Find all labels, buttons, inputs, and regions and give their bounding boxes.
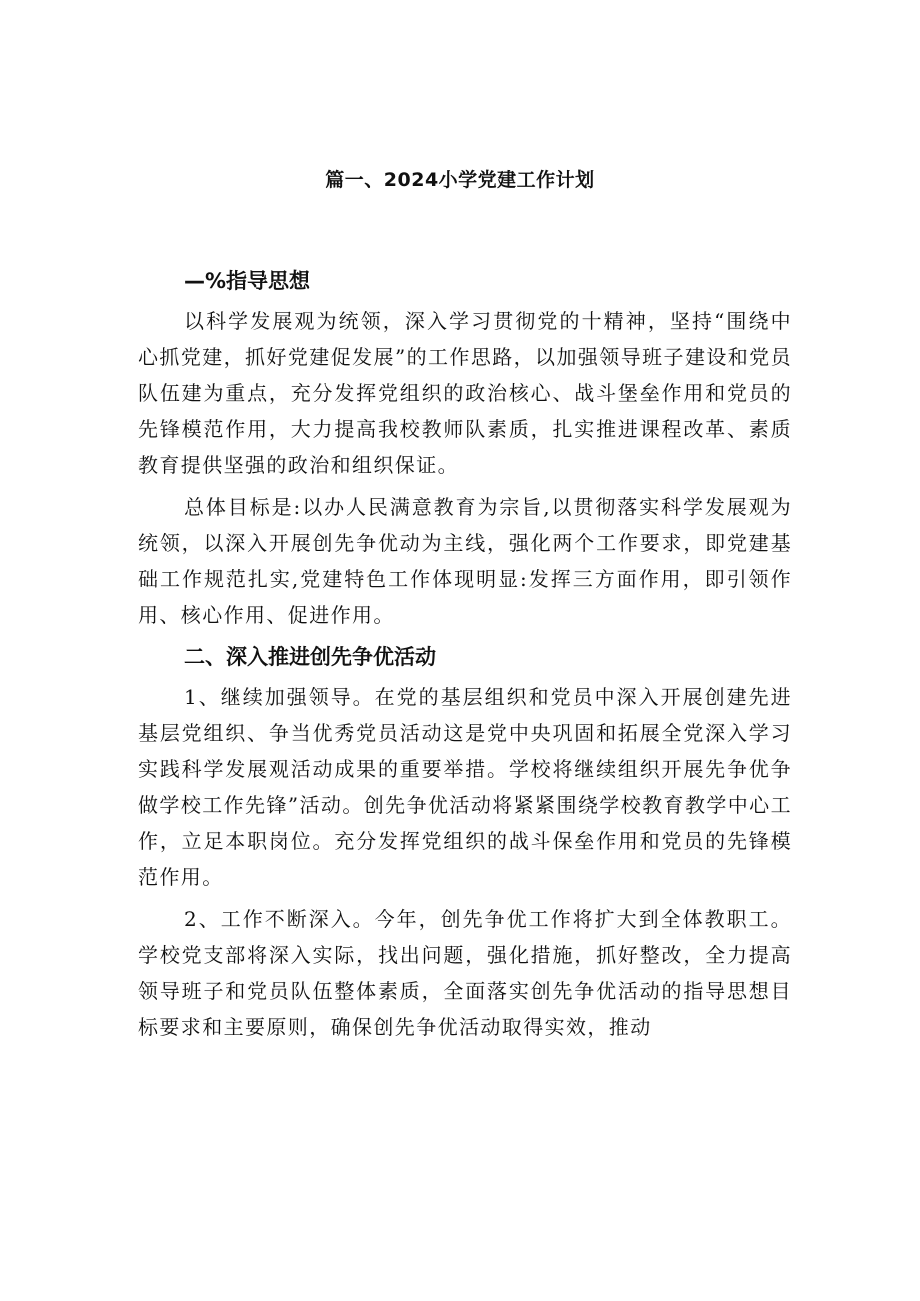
- document-title: 篇一、2024小学党建工作计划: [325, 169, 595, 191]
- document-body: [138, 263, 792, 1051]
- section-heading-excellence-activity: 二、深入推进创先争优活动: [184, 645, 436, 669]
- section-heading-guiding-ideology: —%指导思想: [184, 269, 311, 293]
- paragraph: 1、继续加强领导。在党的基层组织和党员中深入开展创建先进基层党组织、争当优秀党员活动这是党中央巩固和拓展全党深入学习实践科学发展观活动成果的重要举措。学校将继续组织开展先争优争做学校工作先锋”活动。创先争优活动将紧紧围绕学校教育教学中心工作，立足本职岗位。充分发挥党组织的战斗保垒作用和党员的先锋模范作用。: [138, 685, 792, 889]
- paragraph: 2、工作不断深入。今年，创先争优工作将扩大到全体教职工。学校党支部将深入实际，找出问题，强化措施，抓好整改，全力提高领导班子和党员队伍整体素质，全面落实创先争优活动的指导思想目标要求和主要原则，确保创先争优活动取得实效，推动: [138, 907, 792, 1039]
- paragraph: 总体目标是:以办人民满意教育为宗旨,以贯彻落实科学发展观为统领，以深入开展创先争优动为主线，强化两个工作要求，即党建基础工作规范扎实,党建特色工作体现明显:发挥三方面作用，即引领作用、核心作用、促进作用。: [138, 495, 792, 627]
- paragraph: 以科学发展观为统领，深入学习贯彻党的十精神，坚持“围绕中心抓党建，抓好党建促发展”的工作思路，以加强领导班子建设和党员队伍建为重点，充分发挥党组织的政治核心、战斗堡垒作用和党员的先锋模范作用，大力提高我校教师队素质，扎实推进课程改革、素质教育提供坚强的政治和组织保证。: [138, 309, 792, 477]
